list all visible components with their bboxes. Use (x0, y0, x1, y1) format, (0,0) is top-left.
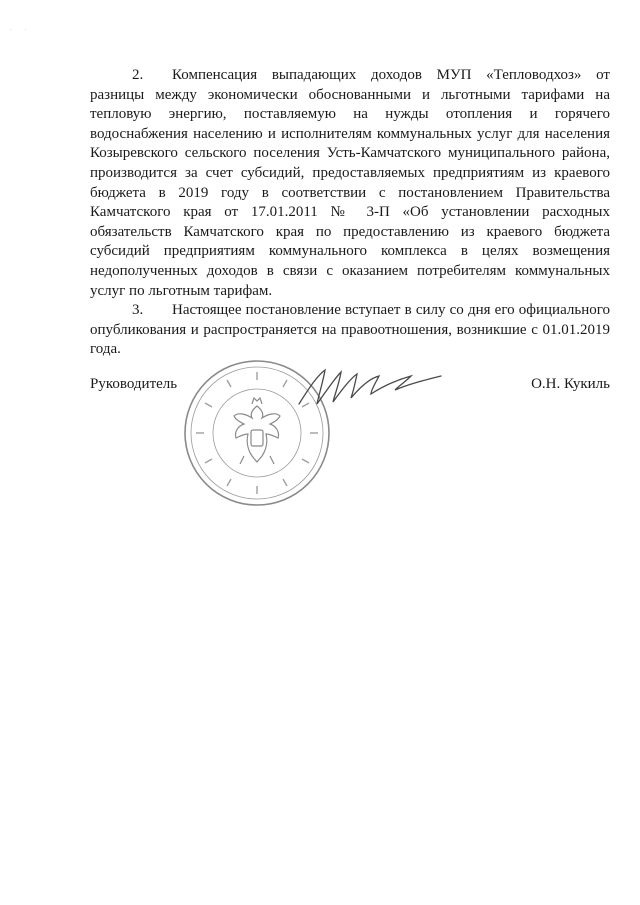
paragraph-number: 2. (132, 67, 144, 83)
paragraph-text: Настоящее постановление вступает в силу со дня его официального опубликования и распространяется на правоотношения, возникшие с 01.01.2019 года. (90, 302, 610, 358)
handwritten-signature (295, 362, 445, 412)
signatory-name: О.Н. Кукиль (531, 376, 610, 392)
scan-artifact: . . (10, 26, 33, 32)
paragraph-text: Компенсация выпадающих доходов МУП «Тепловодхоз» от разницы между экономически обоснованными и льготными тарифами на тепловую энергию, поставляемую на нужды отопления и горячего водоснабжения населению и исполнителям коммунальных услуг для населения Козыревского сельского поселения Усть-Камчатского муниципального района, производится за счет субсидий, предоставляемых предприятиям из краевого бюджета в 2019 году в соответствии с постановлением Правительства Камчатского края от 17.01.2011 № 3-П «Об установлении расходных обязательств Камчатского края по предоставлению из краевого бюджета субсидий предприятиям коммунального комплекса в целях возмещения недополученных доходов в связи с оказанием потребителям коммунальных услуг по льготным тарифам. (90, 67, 610, 299)
signatory-role: Руководитель (90, 376, 178, 392)
document-body (90, 66, 610, 360)
paragraph-number: 3. (132, 302, 144, 319)
paragraph-3 (90, 301, 610, 360)
paragraph-2 (90, 66, 610, 301)
signature-block (90, 372, 610, 512)
